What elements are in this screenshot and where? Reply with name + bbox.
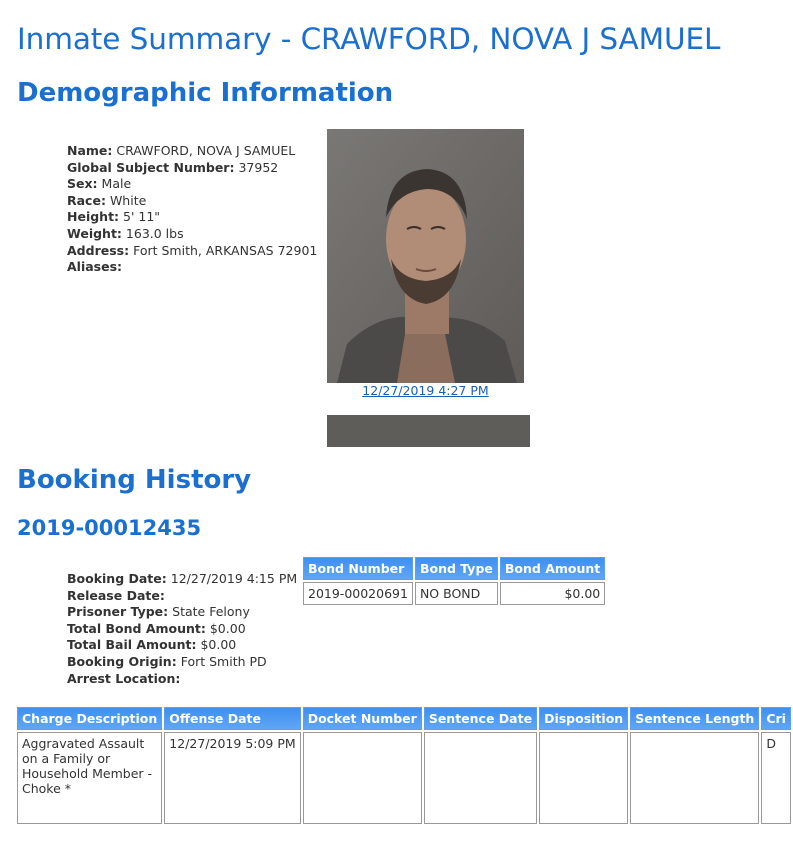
gsn-row: Global Subject Number: 37952: [67, 159, 279, 175]
total-bond-row: Total Bond Amount: $0.00: [67, 620, 246, 636]
disposition-cell: [539, 732, 628, 824]
demographic-heading: Demographic Information: [17, 78, 394, 108]
booking-date-row: Booking Date: 12/27/2019 4:15 PM: [67, 571, 298, 586]
docket-number-header: Docket Number: [303, 707, 422, 730]
booking-info: [67, 571, 297, 687]
offense-date-header: Offense Date: [164, 707, 300, 730]
bond-number-header: Bond Number: [303, 557, 413, 580]
charge-description-cell: Aggravated Assault on a Family or Household Member - Choke *: [17, 732, 162, 824]
demographic-info: [67, 143, 317, 276]
weight-row: Weight: 163.0 lbs: [67, 225, 184, 241]
total-bail-row: Total Bail Amount: $0.00: [67, 637, 237, 653]
charge-description-header: Charge Description: [17, 707, 162, 730]
race-row: Race: White: [67, 192, 147, 208]
sentence-date-cell: [424, 732, 537, 824]
disposition-header: Disposition: [539, 707, 628, 730]
sex-row: Sex: Male: [67, 176, 132, 192]
sentence-date-header: Sentence Date: [424, 707, 537, 730]
criminal-class-cell: D: [761, 732, 791, 824]
page-title: Inmate Summary - CRAWFORD, NOVA J SAMUEL: [17, 22, 721, 56]
booking-history-heading: Booking History: [17, 465, 252, 495]
height-row: Height: 5' 11": [67, 209, 161, 225]
second-photo-thumbnail[interactable]: [327, 415, 530, 447]
release-date-row: Release Date:: [67, 587, 165, 603]
offense-date-cell: 12/27/2019 5:09 PM: [164, 732, 300, 824]
bond-amount-header: Bond Amount: [500, 557, 605, 580]
bond-amount-cell: $0.00: [500, 582, 605, 605]
prisoner-type-row: Prisoner Type: State Felony: [67, 604, 250, 620]
mugshot-photo[interactable]: [327, 129, 524, 383]
sentence-length-cell: [630, 732, 759, 824]
table-row: [303, 582, 605, 605]
arrest-location-row: Arrest Location:: [67, 670, 181, 686]
docket-number-cell: [303, 732, 422, 824]
bond-type-cell: NO BOND: [415, 582, 498, 605]
bond-table-header: [303, 557, 605, 580]
mugshot-image: [327, 129, 524, 383]
booking-origin-row: Booking Origin: Fort Smith PD: [67, 653, 267, 669]
booking-number: 2019-00012435: [17, 516, 202, 540]
sentence-length-header: Sentence Length: [630, 707, 759, 730]
bond-table: [301, 555, 607, 607]
table-row: [17, 732, 791, 824]
bond-type-header: Bond Type: [415, 557, 498, 580]
charges-table: [15, 705, 793, 826]
name-row: Name: CRAWFORD, NOVA J SAMUEL: [67, 143, 296, 158]
bond-number-cell: 2019-00020691: [303, 582, 413, 605]
criminal-class-header: Cri: [761, 707, 791, 730]
address-row: Address: Fort Smith, ARKANSAS 72901: [67, 242, 318, 258]
charges-table-header: [17, 707, 791, 730]
photo-date-link[interactable]: 12/27/2019 4:27 PM: [362, 383, 489, 398]
aliases-row: Aliases:: [67, 259, 123, 275]
